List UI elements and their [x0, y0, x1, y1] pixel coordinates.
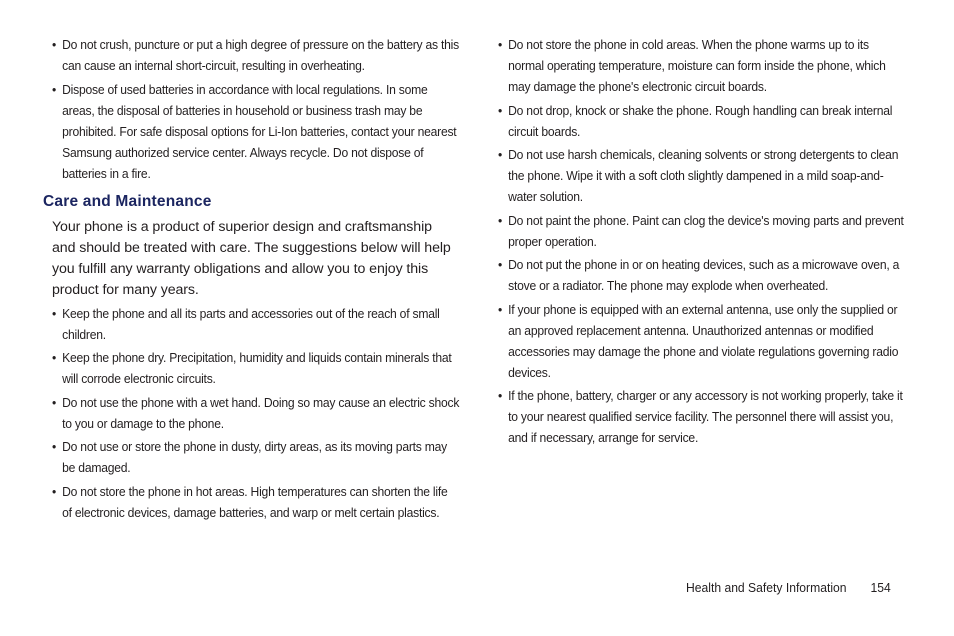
maintenance-bullet-list [498, 34, 904, 448]
section-heading: Care and Maintenance [43, 192, 212, 210]
intro-paragraph: Your phone is a product of superior design and craftsmanship and should be treated with care. The suggestions below will help you fulfill any warranty obligations and allow you to enjoy this product for many years. [52, 218, 451, 298]
battery-bullet-list [52, 34, 459, 184]
list-item: • Do not crush, puncture or put a high degree of pressure on the battery as this can cause an internal short-circuit, resulting in overheating. [52, 34, 460, 76]
list-item: • Dispose of used batteries in accordance with local regulations. In some areas, the disposal of batteries in household or business trash may be prohibited. For safe disposal options for Li-Ion batteries, contact your nearest Samsung authorized service center. Always recycle. Do not dispose of batteries in a fire. [52, 79, 460, 184]
list-item: • Do not paint the phone. Paint can clog the device's moving parts and prevent proper operation. [498, 210, 908, 252]
list-item: • Do not store the phone in cold areas. When the phone warms up to its normal operating temperature, moisture can form inside the phone, which may damage the phone's electronic circuit boards. [498, 34, 908, 97]
page-footer [686, 578, 891, 598]
list-item: • Keep the phone dry. Precipitation, humidity and liquids contain minerals that will corrode electronic circuits. [52, 347, 460, 389]
footer-section-name: Health and Safety Information [686, 580, 847, 595]
list-item: • Do not drop, knock or shake the phone. Rough handling can break internal circuit boards. [498, 100, 908, 142]
list-item: • If the phone, battery, charger or any accessory is not working properly, take it to your nearest qualified service facility. The personnel there will assist you, and if necessary, arrange for service. [498, 385, 908, 448]
right-column [498, 34, 904, 451]
list-item: • Do not put the phone in or on heating devices, such as a microwave oven, a stove or a radiator. The phone may explode when overheated. [498, 254, 908, 296]
list-item: • Do not use or store the phone in dusty, dirty areas, as its moving parts may be damaged. [52, 436, 460, 478]
left-column [43, 34, 460, 525]
list-item: • If your phone is equipped with an external antenna, use only the supplied or an approved replacement antenna. Unauthorized antennas or modified accessories may damage the phone and violate regulations governing radio devices. [498, 299, 908, 383]
list-item: • Do not store the phone in hot areas. High temperatures can shorten the life of electronic devices, damage batteries, and warp or melt certain plastics. [52, 481, 460, 523]
list-item: • Do not use the phone with a wet hand. Doing so may cause an electric shock to you or damage to the phone. [52, 392, 460, 434]
care-bullet-list [52, 303, 460, 523]
page-number: 154 [870, 580, 891, 595]
list-item: • Keep the phone and all its parts and accessories out of the reach of small children. [52, 303, 460, 345]
list-item: • Do not use harsh chemicals, cleaning solvents or strong detergents to clean the phone. Wipe it with a soft cloth slightly dampened in a mild soap-and-water solution. [498, 144, 908, 207]
